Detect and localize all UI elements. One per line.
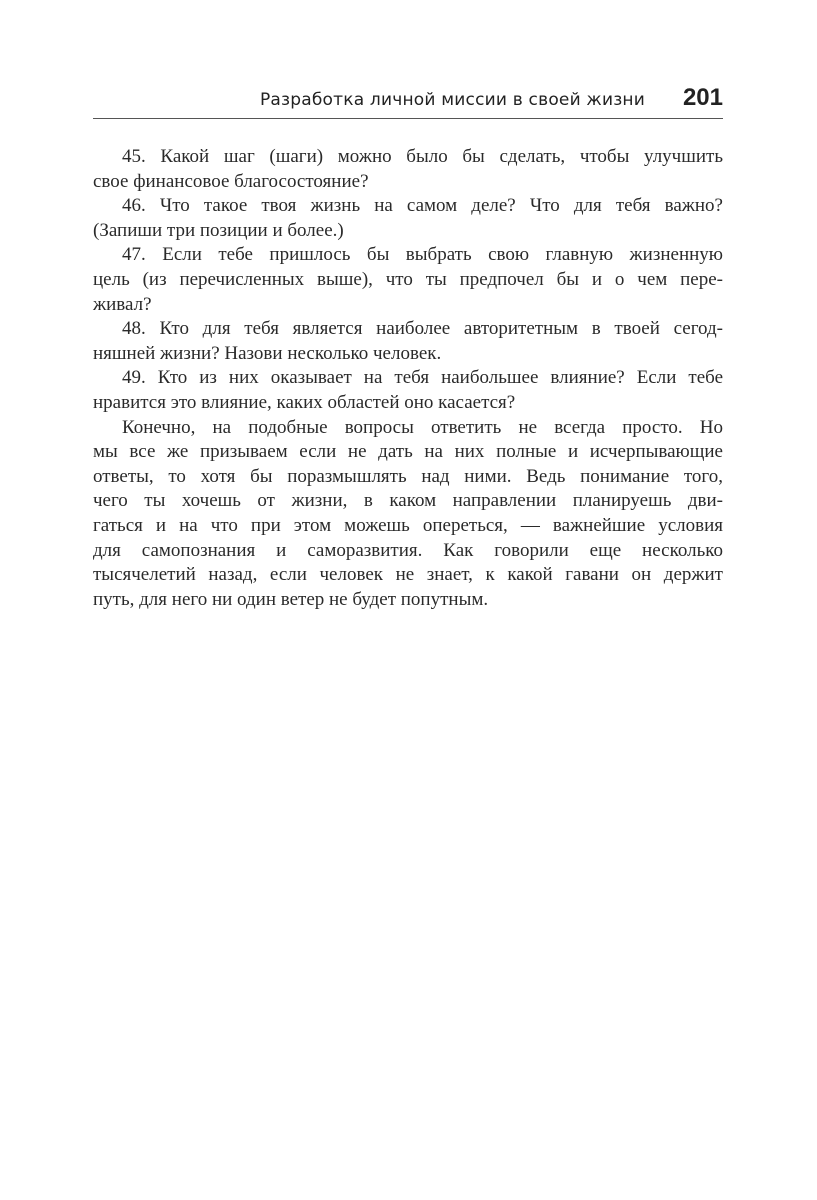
text-line: 46. Что такое твоя жизнь на самом деле? Что для тебя важно? (122, 195, 723, 217)
text-line: 48. Кто для тебя является наиболее авторитетным в твоей сегод- (122, 318, 723, 340)
text-line: гаться и на что при этом можешь опереться, — важнейшие условия (93, 514, 723, 536)
text-line: цель (из перечисленных выше), что ты предпочел бы и о чем пере- (93, 268, 723, 290)
text-line: 49. Кто из них оказывает на тебя наибольшее влияние? Если тебе (122, 367, 723, 389)
text-line: (Запиши три позиции и более.) (93, 219, 344, 241)
text-line: для самопознания и саморазвития. Как говорили еще несколько (93, 539, 723, 561)
running-title: Разработка личной миссии в своей жизни (259, 90, 645, 110)
text-line: мы все же призываем если не дать на них полные и исчерпывающие (93, 441, 723, 463)
text-line: живал? (93, 293, 152, 315)
text-line: 45. Какой шаг (шаги) можно было бы сделать, чтобы улучшить (122, 146, 723, 167)
text-line: 47. Если тебе пришлось бы выбрать свою главную жизненную (122, 244, 723, 266)
text-line: тысячелетий назад, если человек не знает, к какой гавани он держит (93, 564, 723, 586)
page-header (93, 82, 723, 119)
text-line: няшней жизни? Назови несколько человек. (93, 342, 442, 364)
text-line: Конечно, на подобные вопросы ответить не всегда просто. Но (122, 416, 723, 438)
body-text (93, 145, 723, 612)
text-line: ответы, то хотя бы поразмышлять над ними. Ведь понимание того, (93, 465, 723, 487)
page-number: 201 (682, 84, 723, 111)
text-line: нравится это влияние, каких областей оно касается? (93, 391, 516, 413)
text-line: чего ты хочешь от жизни, в каком направлении планируешь дви- (93, 490, 723, 512)
text-line: путь, для него ни один ветер не будет попутным. (93, 588, 489, 610)
text-line: свое финансовое благосостояние? (93, 170, 369, 192)
